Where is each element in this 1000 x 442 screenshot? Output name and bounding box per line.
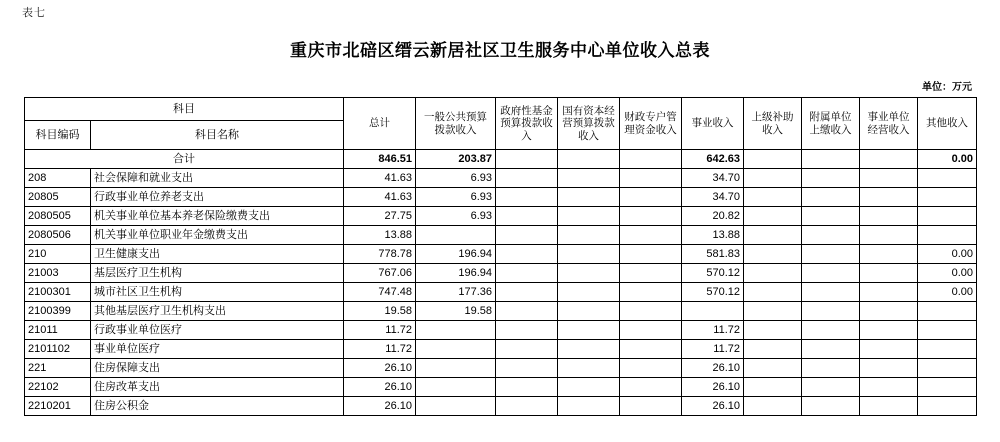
row-value-1 — [416, 359, 496, 378]
row-value-1: 196.94 — [416, 264, 496, 283]
row-value-2 — [496, 302, 558, 321]
unit-note: 单位：万元 — [922, 82, 972, 93]
row-value-3 — [558, 207, 620, 226]
header-col-7: 附属单位上缴收入 — [802, 98, 860, 150]
row-value-1: 177.36 — [416, 283, 496, 302]
row-value-8 — [860, 245, 918, 264]
row-code: 2080506 — [25, 226, 91, 245]
row-value-3 — [558, 321, 620, 340]
row-value-8 — [860, 321, 918, 340]
row-value-5: 581.83 — [682, 245, 744, 264]
header-name-col: 科目名称 — [91, 121, 344, 150]
row-value-5: 34.70 — [682, 188, 744, 207]
row-value-0: 11.72 — [344, 321, 416, 340]
form-number-label: 表七 — [22, 7, 46, 19]
row-value-3 — [558, 264, 620, 283]
row-value-9 — [918, 397, 977, 416]
row-value-3 — [558, 302, 620, 321]
row-value-5: 34.70 — [682, 169, 744, 188]
row-name: 住房保障支出 — [91, 359, 344, 378]
row-value-6 — [744, 245, 802, 264]
row-name: 住房改革支出 — [91, 378, 344, 397]
table-row — [25, 207, 977, 226]
row-code: 221 — [25, 359, 91, 378]
row-value-9 — [918, 378, 977, 397]
row-value-4 — [620, 169, 682, 188]
row-value-3 — [558, 226, 620, 245]
row-value-6 — [744, 207, 802, 226]
row-value-2 — [496, 226, 558, 245]
row-name: 事业单位医疗 — [91, 340, 344, 359]
row-name: 住房公积金 — [91, 397, 344, 416]
row-value-0: 19.58 — [344, 302, 416, 321]
table-row — [25, 397, 977, 416]
row-value-5: 13.88 — [682, 226, 744, 245]
row-value-4 — [620, 188, 682, 207]
header-col-2: 政府性基金预算拨款收入 — [496, 98, 558, 150]
row-value-9 — [918, 226, 977, 245]
row-value-7 — [802, 340, 860, 359]
row-value-1: 196.94 — [416, 245, 496, 264]
table-row — [25, 264, 977, 283]
row-value-6 — [744, 226, 802, 245]
header-col-9: 其他收入 — [918, 98, 977, 150]
row-value-8 — [860, 378, 918, 397]
row-value-7 — [802, 264, 860, 283]
total-value-2 — [496, 150, 558, 169]
header-col-6: 上级补助收入 — [744, 98, 802, 150]
row-code: 2101102 — [25, 340, 91, 359]
row-value-1 — [416, 378, 496, 397]
row-value-4 — [620, 397, 682, 416]
row-value-2 — [496, 169, 558, 188]
total-value-9: 0.00 — [918, 150, 977, 169]
row-value-4 — [620, 359, 682, 378]
total-value-1: 203.87 — [416, 150, 496, 169]
row-value-4 — [620, 264, 682, 283]
total-value-5: 642.63 — [682, 150, 744, 169]
row-value-1: 6.93 — [416, 207, 496, 226]
table-row — [25, 359, 977, 378]
row-value-4 — [620, 245, 682, 264]
row-value-8 — [860, 207, 918, 226]
table-row — [25, 283, 977, 302]
row-value-0: 26.10 — [344, 378, 416, 397]
table-row — [25, 302, 977, 321]
row-value-5: 26.10 — [682, 397, 744, 416]
row-value-0: 41.63 — [344, 169, 416, 188]
header-code-col: 科目编码 — [25, 121, 91, 150]
row-code: 2100399 — [25, 302, 91, 321]
row-value-6 — [744, 264, 802, 283]
row-name: 其他基层医疗卫生机构支出 — [91, 302, 344, 321]
row-value-9 — [918, 302, 977, 321]
row-value-8 — [860, 340, 918, 359]
header-col-8: 事业单位经营收入 — [860, 98, 918, 150]
row-value-6 — [744, 283, 802, 302]
total-value-3 — [558, 150, 620, 169]
table-row — [25, 245, 977, 264]
row-value-9: 0.00 — [918, 245, 977, 264]
row-value-2 — [496, 397, 558, 416]
row-value-5: 26.10 — [682, 359, 744, 378]
row-value-6 — [744, 378, 802, 397]
row-name: 机关事业单位职业年金缴费支出 — [91, 226, 344, 245]
total-value-4 — [620, 150, 682, 169]
row-value-1 — [416, 340, 496, 359]
header-col-4: 财政专户管理资金收入 — [620, 98, 682, 150]
row-value-0: 747.48 — [344, 283, 416, 302]
income-table-container — [24, 97, 976, 416]
row-value-0: 767.06 — [344, 264, 416, 283]
row-value-9 — [918, 340, 977, 359]
row-value-7 — [802, 397, 860, 416]
total-value-7 — [802, 150, 860, 169]
table-row — [25, 169, 977, 188]
row-value-4 — [620, 321, 682, 340]
row-value-6 — [744, 397, 802, 416]
row-value-3 — [558, 245, 620, 264]
row-value-1 — [416, 321, 496, 340]
row-code: 20805 — [25, 188, 91, 207]
row-code: 21011 — [25, 321, 91, 340]
row-value-1 — [416, 226, 496, 245]
header-subject-group: 科目 — [25, 98, 344, 121]
row-value-2 — [496, 340, 558, 359]
row-value-8 — [860, 188, 918, 207]
row-value-0: 11.72 — [344, 340, 416, 359]
row-value-8 — [860, 226, 918, 245]
row-value-6 — [744, 359, 802, 378]
table-row — [25, 321, 977, 340]
row-value-6 — [744, 340, 802, 359]
row-value-0: 26.10 — [344, 359, 416, 378]
row-code: 22102 — [25, 378, 91, 397]
total-label: 合计 — [25, 150, 344, 169]
row-value-8 — [860, 169, 918, 188]
row-code: 2080505 — [25, 207, 91, 226]
total-value-0: 846.51 — [344, 150, 416, 169]
income-summary-table — [24, 97, 977, 416]
row-value-2 — [496, 264, 558, 283]
row-value-2 — [496, 283, 558, 302]
total-value-8 — [860, 150, 918, 169]
row-value-7 — [802, 321, 860, 340]
row-name: 社会保障和就业支出 — [91, 169, 344, 188]
row-value-3 — [558, 169, 620, 188]
row-value-4 — [620, 378, 682, 397]
row-value-5: 570.12 — [682, 283, 744, 302]
header-col-1: 一般公共预算拨款收入 — [416, 98, 496, 150]
row-value-4 — [620, 226, 682, 245]
row-name: 机关事业单位基本养老保险缴费支出 — [91, 207, 344, 226]
row-value-7 — [802, 302, 860, 321]
row-value-4 — [620, 283, 682, 302]
row-value-0: 26.10 — [344, 397, 416, 416]
row-value-5: 26.10 — [682, 378, 744, 397]
row-name: 基层医疗卫生机构 — [91, 264, 344, 283]
row-value-1 — [416, 397, 496, 416]
row-value-2 — [496, 207, 558, 226]
row-value-7 — [802, 207, 860, 226]
row-value-0: 13.88 — [344, 226, 416, 245]
row-value-3 — [558, 188, 620, 207]
row-value-8 — [860, 264, 918, 283]
row-code: 2210201 — [25, 397, 91, 416]
row-value-8 — [860, 397, 918, 416]
row-value-1: 19.58 — [416, 302, 496, 321]
row-value-7 — [802, 378, 860, 397]
row-value-5: 11.72 — [682, 340, 744, 359]
row-value-5 — [682, 302, 744, 321]
row-value-9 — [918, 188, 977, 207]
table-row-total — [25, 150, 977, 169]
row-value-5: 11.72 — [682, 321, 744, 340]
row-value-3 — [558, 378, 620, 397]
row-value-3 — [558, 283, 620, 302]
row-code: 210 — [25, 245, 91, 264]
row-name: 行政事业单位养老支出 — [91, 188, 344, 207]
row-name: 城市社区卫生机构 — [91, 283, 344, 302]
row-value-4 — [620, 207, 682, 226]
table-row — [25, 340, 977, 359]
total-value-6 — [744, 150, 802, 169]
row-code: 2100301 — [25, 283, 91, 302]
row-value-4 — [620, 340, 682, 359]
row-value-7 — [802, 188, 860, 207]
row-value-7 — [802, 283, 860, 302]
row-value-0: 41.63 — [344, 188, 416, 207]
row-value-2 — [496, 359, 558, 378]
row-value-6 — [744, 169, 802, 188]
row-value-2 — [496, 378, 558, 397]
row-name: 行政事业单位医疗 — [91, 321, 344, 340]
row-value-8 — [860, 359, 918, 378]
header-col-3: 国有资本经营预算拨款收入 — [558, 98, 620, 150]
row-value-9: 0.00 — [918, 283, 977, 302]
row-name: 卫生健康支出 — [91, 245, 344, 264]
table-body — [25, 150, 977, 416]
row-value-4 — [620, 302, 682, 321]
row-value-1: 6.93 — [416, 169, 496, 188]
header-col-0: 总计 — [344, 98, 416, 150]
row-value-0: 27.75 — [344, 207, 416, 226]
table-row — [25, 188, 977, 207]
row-value-6 — [744, 321, 802, 340]
row-value-2 — [496, 321, 558, 340]
row-value-2 — [496, 245, 558, 264]
row-value-7 — [802, 359, 860, 378]
row-value-9 — [918, 207, 977, 226]
row-value-9 — [918, 169, 977, 188]
row-value-7 — [802, 245, 860, 264]
row-value-2 — [496, 188, 558, 207]
row-value-9 — [918, 321, 977, 340]
row-value-9: 0.00 — [918, 264, 977, 283]
row-value-5: 20.82 — [682, 207, 744, 226]
row-value-9 — [918, 359, 977, 378]
row-value-8 — [860, 283, 918, 302]
row-value-3 — [558, 397, 620, 416]
row-value-3 — [558, 340, 620, 359]
table-row — [25, 226, 977, 245]
row-code: 21003 — [25, 264, 91, 283]
row-value-1: 6.93 — [416, 188, 496, 207]
row-value-6 — [744, 188, 802, 207]
row-code: 208 — [25, 169, 91, 188]
row-value-6 — [744, 302, 802, 321]
page-title: 重庆市北碚区缙云新居社区卫生服务中心单位收入总表 — [290, 41, 710, 60]
row-value-7 — [802, 226, 860, 245]
row-value-3 — [558, 359, 620, 378]
header-col-5: 事业收入 — [682, 98, 744, 150]
row-value-7 — [802, 169, 860, 188]
row-value-8 — [860, 302, 918, 321]
row-value-5: 570.12 — [682, 264, 744, 283]
table-row — [25, 378, 977, 397]
row-value-0: 778.78 — [344, 245, 416, 264]
